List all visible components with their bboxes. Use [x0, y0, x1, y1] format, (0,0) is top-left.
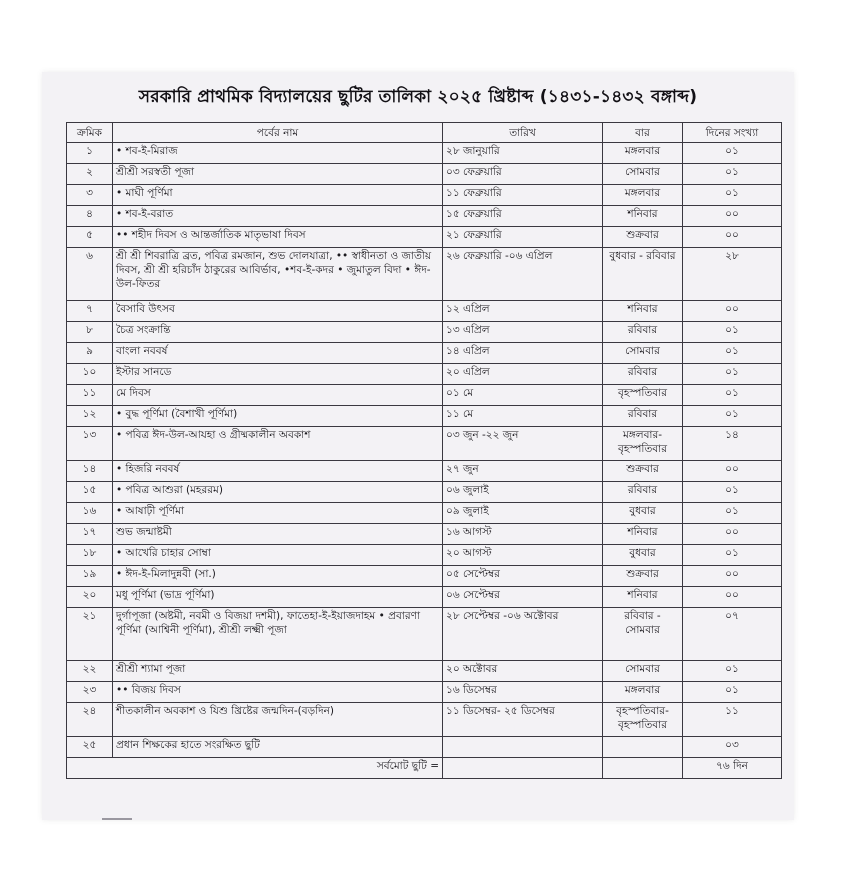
page-edge-mark [102, 818, 132, 820]
cell-name: • ঈদ-ই-মিলাদুন্নবী (সা.) [113, 566, 443, 587]
cell-date: ১৪ এপ্রিল [443, 343, 603, 364]
cell-name: • আষাঢ়ী পূর্ণিমা [113, 503, 443, 524]
cell-name: প্রধান শিক্ষকের হাতে সংরক্ষিত ছুটি [113, 737, 443, 758]
cell-date: ১১ ডিসেম্বর- ২৫ ডিসেম্বর [443, 703, 603, 737]
cell-serial: ১৬ [67, 503, 113, 524]
table-row [67, 703, 782, 737]
cell-date: ০৩ ফেব্রুয়ারি [443, 164, 603, 185]
cell-day: রবিবার - সোমবার [603, 608, 683, 661]
cell-day: বুধবার [603, 545, 683, 566]
cell-date: ০১ মে [443, 385, 603, 406]
cell-count: ০১ [683, 406, 782, 427]
total-value: ৭৬ দিন [683, 758, 782, 779]
table-row [67, 364, 782, 385]
cell-date: ১৬ ডিসেম্বর [443, 682, 603, 703]
total-date-empty [443, 758, 603, 779]
table-row [67, 587, 782, 608]
cell-name: শুভ জন্মাষ্টমী [113, 524, 443, 545]
cell-count: ০১ [683, 185, 782, 206]
cell-count: ০১ [683, 343, 782, 364]
table-row [67, 524, 782, 545]
cell-day: মঙ্গলবার- বৃহস্পতিবার [603, 427, 683, 461]
cell-day: বুধবার - রবিবার [603, 248, 683, 301]
cell-day: শনিবার [603, 524, 683, 545]
cell-count: ০১ [683, 545, 782, 566]
cell-day: সোমবার [603, 661, 683, 682]
cell-serial: ১২ [67, 406, 113, 427]
cell-count: ০০ [683, 461, 782, 482]
cell-day: মঙ্গলবার [603, 682, 683, 703]
cell-name: • হিজরি নববর্ষ [113, 461, 443, 482]
table-body [67, 143, 782, 779]
cell-serial: ২৪ [67, 703, 113, 737]
cell-name: • পবিত্র ঈদ-উল-আযহা ও গ্রীষ্মকালীন অবকাশ [113, 427, 443, 461]
cell-count: ০১ [683, 682, 782, 703]
cell-name: • পবিত্র আশুরা (মহররম) [113, 482, 443, 503]
cell-serial: ১৪ [67, 461, 113, 482]
table-row [67, 143, 782, 164]
cell-date: ০৯ জুলাই [443, 503, 603, 524]
cell-date: ০৬ জুলাই [443, 482, 603, 503]
holiday-table [66, 122, 782, 779]
cell-serial: ২৫ [67, 737, 113, 758]
cell-name: •• শহীদ দিবস ও আন্তর্জাতিক মাতৃভাষা দিবস [113, 227, 443, 248]
cell-count: ১১ [683, 703, 782, 737]
cell-count: ০০ [683, 206, 782, 227]
table-row [67, 503, 782, 524]
table-row [67, 608, 782, 661]
cell-day: রবিবার [603, 364, 683, 385]
cell-serial: ১৮ [67, 545, 113, 566]
cell-date [443, 737, 603, 758]
total-row [67, 758, 782, 779]
cell-count: ১৪ [683, 427, 782, 461]
cell-name: বৈসাবি উৎসব [113, 301, 443, 322]
cell-count: ০১ [683, 164, 782, 185]
cell-date: ১৩ এপ্রিল [443, 322, 603, 343]
cell-date: ২৮ জানুয়ারি [443, 143, 603, 164]
cell-day: মঙ্গলবার [603, 143, 683, 164]
cell-count: ০১ [683, 661, 782, 682]
cell-count: ০১ [683, 503, 782, 524]
table-row [67, 343, 782, 364]
cell-day: রবিবার [603, 482, 683, 503]
cell-date: ২০ অক্টোবর [443, 661, 603, 682]
cell-serial: ১৭ [67, 524, 113, 545]
cell-name: মধু পূর্ণিমা (ভাদ্র পূর্ণিমা) [113, 587, 443, 608]
cell-day: বৃহস্পতিবার [603, 385, 683, 406]
cell-count: ০১ [683, 322, 782, 343]
cell-name: • আখেরি চাহার সোম্বা [113, 545, 443, 566]
cell-serial: ২১ [67, 608, 113, 661]
cell-day: শুক্রবার [603, 566, 683, 587]
cell-day: শুক্রবার [603, 461, 683, 482]
cell-day: শনিবার [603, 206, 683, 227]
cell-serial: ৮ [67, 322, 113, 343]
cell-name: শ্রীশ্রী শ্যামা পূজা [113, 661, 443, 682]
table-header-row [67, 123, 782, 143]
cell-date: ০৩ জুন -২২ জুন [443, 427, 603, 461]
cell-name: চৈত্র সংক্রান্তি [113, 322, 443, 343]
cell-serial: ৭ [67, 301, 113, 322]
cell-date: ১১ ফেব্রুয়ারি [443, 185, 603, 206]
cell-count: ০১ [683, 364, 782, 385]
header-serial: ক্রমিক [67, 123, 113, 143]
cell-count: ০৩ [683, 737, 782, 758]
cell-name: • শব-ই-মিরাজ [113, 143, 443, 164]
cell-serial: ৫ [67, 227, 113, 248]
header-name: পর্বের নাম [113, 123, 443, 143]
cell-day [603, 737, 683, 758]
cell-serial: ১০ [67, 364, 113, 385]
cell-name: • মাঘী পূর্ণিমা [113, 185, 443, 206]
cell-serial: ২৩ [67, 682, 113, 703]
table-row [67, 385, 782, 406]
table-row [67, 227, 782, 248]
cell-name: • বুদ্ধ পূর্ণিমা (বৈশাখী পূর্ণিমা) [113, 406, 443, 427]
table-row [67, 482, 782, 503]
table-row [67, 566, 782, 587]
cell-day: বুধবার [603, 503, 683, 524]
total-label: সর্বমোট ছুটি = [67, 758, 443, 779]
cell-serial: ৩ [67, 185, 113, 206]
cell-day: সোমবার [603, 164, 683, 185]
table-row [67, 322, 782, 343]
table-row [67, 406, 782, 427]
table-row [67, 164, 782, 185]
cell-serial: ৪ [67, 206, 113, 227]
cell-date: ১৬ আগস্ট [443, 524, 603, 545]
cell-date: ০৬ সেপ্টেম্বর [443, 587, 603, 608]
cell-serial: ১৫ [67, 482, 113, 503]
header-day: বার [603, 123, 683, 143]
cell-date: ১২ এপ্রিল [443, 301, 603, 322]
document-title: সরকারি প্রাথমিক বিদ্যালয়ের ছুটির তালিকা ২০২৫ খ্রিষ্টাব্দ (১৪৩১-১৪৩২ বঙ্গাব্দ) [138, 87, 698, 107]
cell-day: শনিবার [603, 587, 683, 608]
cell-day: শনিবার [603, 301, 683, 322]
cell-serial: ৬ [67, 248, 113, 301]
table-row [67, 661, 782, 682]
cell-date: ২৮ সেপ্টেম্বর -০৬ অক্টোবর [443, 608, 603, 661]
header-count: দিনের সংখ্যা [683, 123, 782, 143]
cell-name: মে দিবস [113, 385, 443, 406]
cell-name: • শব-ই-বরাত [113, 206, 443, 227]
cell-serial: ১১ [67, 385, 113, 406]
cell-date: ২৬ ফেব্রুয়ারি -০৬ এপ্রিল [443, 248, 603, 301]
cell-name: শ্রী শ্রী শিবরাত্রি ব্রত, পবিত্র রমজান, শুভ দোলযাত্রা, •• স্বাধীনতা ও জাতীয় দিবস, শ্রী শ্রী হরিচাঁদ ঠাকুরের আবির্ভাব, •শব-ই-কদর • জুমাতুল বিদা • ঈদ-উল-ফিতর [113, 248, 443, 301]
cell-serial: ৯ [67, 343, 113, 364]
total-day-empty [603, 758, 683, 779]
cell-date: ১১ মে [443, 406, 603, 427]
cell-serial: ১ [67, 143, 113, 164]
cell-count: ০০ [683, 227, 782, 248]
cell-date: ২০ আগস্ট [443, 545, 603, 566]
cell-day: বৃহস্পতিবার- বৃহস্পতিবার [603, 703, 683, 737]
header-date: তারিখ [443, 123, 603, 143]
table-row [67, 185, 782, 206]
cell-count: ০০ [683, 301, 782, 322]
cell-count: ০০ [683, 587, 782, 608]
table-row [67, 737, 782, 758]
cell-name: শীতকালীন অবকাশ ও যিশু খ্রিষ্টের জন্মদিন-(বড়দিন) [113, 703, 443, 737]
table-row [67, 461, 782, 482]
cell-count: ০০ [683, 524, 782, 545]
table-row [67, 248, 782, 301]
cell-day: সোমবার [603, 343, 683, 364]
cell-name: বাংলা নববর্ষ [113, 343, 443, 364]
cell-serial: ১৯ [67, 566, 113, 587]
cell-day: রবিবার [603, 406, 683, 427]
table-row [67, 206, 782, 227]
cell-count: ০৭ [683, 608, 782, 661]
cell-name: •• বিজয় দিবস [113, 682, 443, 703]
cell-serial: ২২ [67, 661, 113, 682]
cell-name: ইস্টার সানডে [113, 364, 443, 385]
table-row [67, 427, 782, 461]
cell-count: ০১ [683, 143, 782, 164]
cell-date: ২৭ জুন [443, 461, 603, 482]
document-page [42, 72, 794, 820]
cell-date: ০৫ সেপ্টেম্বর [443, 566, 603, 587]
cell-count: ০১ [683, 385, 782, 406]
cell-date: ১৫ ফেব্রুয়ারি [443, 206, 603, 227]
cell-date: ২০ এপ্রিল [443, 364, 603, 385]
table-row [67, 682, 782, 703]
table-row [67, 301, 782, 322]
cell-count: ০১ [683, 482, 782, 503]
table-row [67, 545, 782, 566]
cell-serial: ২ [67, 164, 113, 185]
cell-day: মঙ্গলবার [603, 185, 683, 206]
cell-day: শুক্রবার [603, 227, 683, 248]
cell-serial: ১৩ [67, 427, 113, 461]
cell-day: রবিবার [603, 322, 683, 343]
cell-name: শ্রীশ্রী সরস্বতী পূজা [113, 164, 443, 185]
cell-name: দুর্গাপূজা (অষ্টমী, নবমী ও বিজয়া দশমী), ফাতেহা-ই-ইয়াজদাহম • প্রবারণা পূর্ণিমা (আশ্বিনী পূর্ণিমা), শ্রীশ্রী লক্ষ্মী পূজা [113, 608, 443, 661]
cell-serial: ২০ [67, 587, 113, 608]
cell-date: ২১ ফেব্রুয়ারি [443, 227, 603, 248]
cell-count: ২৮ [683, 248, 782, 301]
cell-count: ০০ [683, 566, 782, 587]
